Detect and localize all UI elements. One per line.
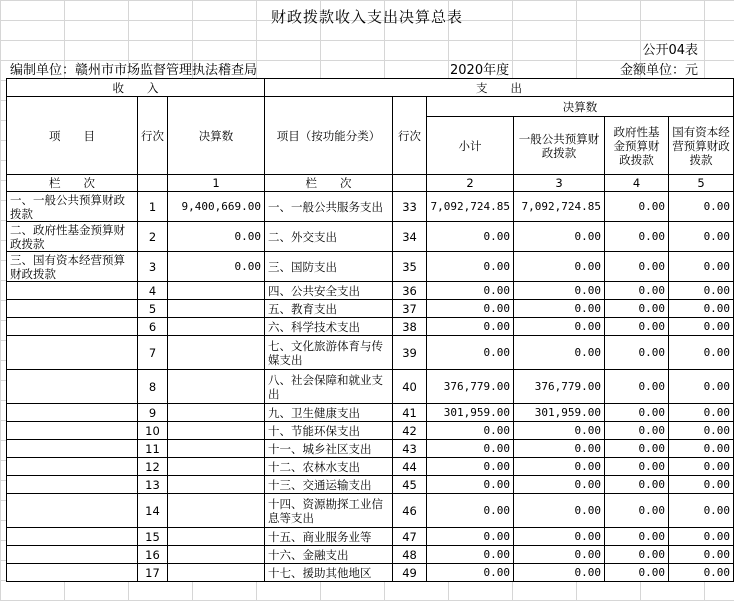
expense-item-cell[interactable]: 三、国防支出 [265,252,393,282]
income-line-no[interactable]: 9 [138,404,168,422]
income-item-cell[interactable] [7,476,138,494]
income-amount[interactable] [168,494,265,528]
income-item-cell[interactable] [7,494,138,528]
table-row [7,564,734,582]
empty-cell [138,175,168,192]
subtotal-amount[interactable]: 0.00 [427,422,514,440]
subtotal-amount[interactable]: 0.00 [427,336,514,370]
income-item-cell[interactable] [7,458,138,476]
col-label: 栏 次 [7,175,138,192]
subtotal-amount[interactable]: 0.00 [427,222,514,252]
subtotal-amount[interactable]: 0.00 [427,458,514,476]
income-amount[interactable] [168,546,265,564]
income-item-cell[interactable] [7,336,138,370]
report-title: 财政拨款收入支出决算总表 [270,8,463,26]
state-capital-amount[interactable]: 0.00 [669,564,734,582]
report-year: 2020年度 [450,63,510,78]
subtotal-amount[interactable]: 0.00 [427,318,514,336]
expense-line-no[interactable]: 41 [393,404,427,422]
general-budget-header: 一般公共预算财政拨款 [514,117,605,175]
state-capital-amount[interactable]: 0.00 [669,422,734,440]
final-group-header: 决算数 [427,97,734,117]
table-row [7,192,734,222]
expense-header: 支 出 [265,79,734,97]
income-line-no[interactable]: 12 [138,458,168,476]
income-line-no[interactable]: 10 [138,422,168,440]
subtotal-amount[interactable]: 0.00 [427,546,514,564]
subtotal-amount[interactable]: 0.00 [427,440,514,458]
func-item-header: 项目（按功能分类） [265,97,393,175]
general-budget-amount[interactable]: 7,092,724.85 [514,192,605,222]
expense-item-cell[interactable]: 一、一般公共服务支出 [265,192,393,222]
gov-fund-amount[interactable]: 0.00 [605,222,669,252]
gov-fund-amount[interactable]: 0.00 [605,252,669,282]
table-row [7,476,734,494]
general-budget-amount[interactable]: 0.00 [514,336,605,370]
subtotal-header: 小计 [427,117,514,175]
general-budget-amount[interactable]: 0.00 [514,476,605,494]
col-label-2: 栏 次 [265,175,393,192]
subtotal-amount[interactable]: 0.00 [427,282,514,300]
subtotal-amount[interactable]: 0.00 [427,564,514,582]
table-row [7,528,734,546]
state-capital-amount[interactable]: 0.00 [669,528,734,546]
subtotal-amount[interactable]: 0.00 [427,252,514,282]
line-no2-header: 行次 [393,97,427,175]
expense-item-cell[interactable]: 二、外交支出 [265,222,393,252]
state-capital-amount[interactable]: 0.00 [669,336,734,370]
income-amount[interactable] [168,404,265,422]
income-item-cell[interactable] [7,422,138,440]
income-line-no[interactable]: 2 [138,222,168,252]
income-amount[interactable]: 0.00 [168,222,265,252]
subtotal-amount[interactable]: 7,092,724.85 [427,192,514,222]
income-item-cell[interactable]: 二、政府性基金预算财政拨款 [7,222,138,252]
state-capital-amount[interactable]: 0.00 [669,318,734,336]
gov-fund-amount[interactable]: 0.00 [605,440,669,458]
gov-fund-amount[interactable]: 0.00 [605,318,669,336]
unit-label: 金额单位：元 [620,63,699,78]
expense-line-no[interactable]: 48 [393,546,427,564]
income-item-cell[interactable] [7,546,138,564]
income-item-cell[interactable] [7,528,138,546]
income-item-cell[interactable]: 一、一般公共预算财政拨款 [7,192,138,222]
general-budget-amount[interactable]: 301,959.00 [514,404,605,422]
income-amount[interactable] [168,318,265,336]
gov-fund-amount[interactable]: 0.00 [605,192,669,222]
expense-line-no[interactable]: 34 [393,222,427,252]
income-line-no[interactable]: 15 [138,528,168,546]
gov-fund-amount[interactable]: 0.00 [605,336,669,370]
income-item-cell[interactable] [7,564,138,582]
expense-item-cell[interactable]: 五、教育支出 [265,300,393,318]
table-row [7,282,734,300]
subtotal-amount[interactable]: 0.00 [427,476,514,494]
income-line-no[interactable]: 1 [138,192,168,222]
expense-line-no[interactable]: 37 [393,300,427,318]
general-budget-amount[interactable]: 376,779.00 [514,370,605,404]
income-amount[interactable] [168,282,265,300]
gov-fund-amount[interactable]: 0.00 [605,476,669,494]
gov-fund-amount[interactable]: 0.00 [605,528,669,546]
expense-line-no[interactable]: 36 [393,282,427,300]
income-item-cell[interactable] [7,282,138,300]
state-capital-amount[interactable]: 0.00 [669,546,734,564]
gov-fund-amount[interactable]: 0.00 [605,404,669,422]
income-line-no[interactable]: 11 [138,440,168,458]
expense-item-cell[interactable]: 十、节能环保支出 [265,422,393,440]
table-row [7,222,734,252]
general-budget-amount[interactable]: 0.00 [514,546,605,564]
table-row [7,336,734,370]
expense-line-no[interactable]: 38 [393,318,427,336]
expense-line-no[interactable]: 45 [393,476,427,494]
subtotal-amount[interactable]: 301,959.00 [427,404,514,422]
income-line-no[interactable]: 7 [138,336,168,370]
expense-line-no[interactable]: 46 [393,494,427,528]
income-line-no[interactable]: 5 [138,300,168,318]
expense-item-cell[interactable]: 十二、农林水支出 [265,458,393,476]
table-row [7,440,734,458]
form-code: 公开04表 [642,43,698,58]
state-capital-amount[interactable]: 0.00 [669,192,734,222]
expense-item-cell[interactable]: 十一、城乡社区支出 [265,440,393,458]
income-amount[interactable]: 0.00 [168,252,265,282]
general-budget-amount[interactable]: 0.00 [514,422,605,440]
state-capital-header: 国有资本经营预算财政拨款 [669,117,734,175]
gov-fund-amount[interactable]: 0.00 [605,564,669,582]
gov-fund-amount[interactable]: 0.00 [605,494,669,528]
table-row [7,370,734,404]
gov-fund-amount[interactable]: 0.00 [605,458,669,476]
subtotal-amount[interactable]: 0.00 [427,494,514,528]
income-line-no[interactable]: 17 [138,564,168,582]
col-2: 2 [427,175,514,192]
income-amount[interactable] [168,476,265,494]
org-label: 编制单位：赣州市市场监督管理执法稽查局 [10,63,258,78]
col-1: 1 [168,175,265,192]
state-capital-amount[interactable]: 0.00 [669,370,734,404]
state-capital-amount[interactable]: 0.00 [669,300,734,318]
income-amount[interactable] [168,528,265,546]
expense-item-cell[interactable]: 十六、金融支出 [265,546,393,564]
income-item-cell[interactable] [7,440,138,458]
expense-line-no[interactable]: 44 [393,458,427,476]
expense-item-cell[interactable]: 七、文化旅游体育与传媒支出 [265,336,393,370]
state-capital-amount[interactable]: 0.00 [669,476,734,494]
expense-item-cell[interactable]: 十四、资源勘探工业信息等支出 [265,494,393,528]
general-budget-amount[interactable]: 0.00 [514,282,605,300]
report-meta-line [0,59,734,77]
expense-item-cell[interactable]: 十三、交通运输支出 [265,476,393,494]
gov-fund-amount[interactable]: 0.00 [605,546,669,564]
empty-cell [393,175,427,192]
col-5: 5 [669,175,734,192]
state-capital-amount[interactable]: 0.00 [669,252,734,282]
income-amount[interactable] [168,440,265,458]
general-budget-amount[interactable]: 0.00 [514,300,605,318]
income-amount[interactable] [168,564,265,582]
general-budget-amount[interactable]: 0.00 [514,222,605,252]
table-row [7,458,734,476]
income-amount[interactable]: 9,400,669.00 [168,192,265,222]
table-row [7,404,734,422]
table-row [7,318,734,336]
table-row [7,422,734,440]
subtotal-amount[interactable]: 0.00 [427,300,514,318]
state-capital-amount[interactable]: 0.00 [669,458,734,476]
col-3: 3 [514,175,605,192]
state-capital-amount[interactable]: 0.00 [669,440,734,458]
income-amount[interactable] [168,422,265,440]
expense-line-no[interactable]: 43 [393,440,427,458]
gov-fund-header: 政府性基金预算财政拨款 [605,117,669,175]
income-item-cell[interactable] [7,404,138,422]
income-line-no[interactable]: 6 [138,318,168,336]
income-header: 收 入 [7,79,265,97]
general-budget-amount[interactable]: 0.00 [514,318,605,336]
subtotal-amount[interactable]: 376,779.00 [427,370,514,404]
gov-fund-amount[interactable]: 0.00 [605,422,669,440]
expense-item-cell[interactable]: 八、社会保障和就业支出 [265,370,393,404]
expense-line-no[interactable]: 42 [393,422,427,440]
expense-line-no[interactable]: 35 [393,252,427,282]
line-no-header: 行次 [138,97,168,175]
income-line-no[interactable]: 3 [138,252,168,282]
table-row [7,252,734,282]
income-line-no[interactable]: 13 [138,476,168,494]
gov-fund-amount[interactable]: 0.00 [605,370,669,404]
table-row [7,300,734,318]
gov-fund-amount[interactable]: 0.00 [605,282,669,300]
item-header: 项 目 [7,97,138,175]
income-amount[interactable] [168,458,265,476]
expense-line-no[interactable]: 47 [393,528,427,546]
general-budget-amount[interactable]: 0.00 [514,440,605,458]
general-budget-amount[interactable]: 0.00 [514,458,605,476]
income-item-cell[interactable] [7,318,138,336]
income-line-no[interactable]: 16 [138,546,168,564]
general-budget-amount[interactable]: 0.00 [514,252,605,282]
table-body [7,192,734,582]
budget-table [6,78,734,582]
gov-fund-amount[interactable]: 0.00 [605,300,669,318]
general-budget-amount[interactable]: 0.00 [514,564,605,582]
col-4: 4 [605,175,669,192]
income-item-cell[interactable]: 三、国有资本经营预算财政拨款 [7,252,138,282]
state-capital-amount[interactable]: 0.00 [669,222,734,252]
expense-line-no[interactable]: 40 [393,370,427,404]
general-budget-amount[interactable]: 0.00 [514,494,605,528]
expense-line-no[interactable]: 39 [393,336,427,370]
income-amount[interactable] [168,370,265,404]
table-row [7,546,734,564]
income-item-cell[interactable] [7,370,138,404]
expense-item-cell[interactable]: 四、公共安全支出 [265,282,393,300]
expense-item-cell[interactable]: 九、卫生健康支出 [265,404,393,422]
state-capital-amount[interactable]: 0.00 [669,404,734,422]
income-line-no[interactable]: 4 [138,282,168,300]
income-amount[interactable] [168,336,265,370]
expense-line-no[interactable]: 49 [393,564,427,582]
subtotal-amount[interactable]: 0.00 [427,528,514,546]
income-item-cell[interactable] [7,300,138,318]
expense-item-cell[interactable]: 十五、商业服务业等 [265,528,393,546]
general-budget-amount[interactable]: 0.00 [514,528,605,546]
state-capital-amount[interactable]: 0.00 [669,282,734,300]
income-line-no[interactable]: 8 [138,370,168,404]
expense-item-cell[interactable]: 六、科学技术支出 [265,318,393,336]
state-capital-amount[interactable]: 0.00 [669,494,734,528]
expense-line-no[interactable]: 33 [393,192,427,222]
income-line-no[interactable]: 14 [138,494,168,528]
income-amount[interactable] [168,300,265,318]
final-amount-header: 决算数 [168,97,265,175]
expense-item-cell[interactable]: 十七、援助其他地区 [265,564,393,582]
table-row [7,494,734,528]
